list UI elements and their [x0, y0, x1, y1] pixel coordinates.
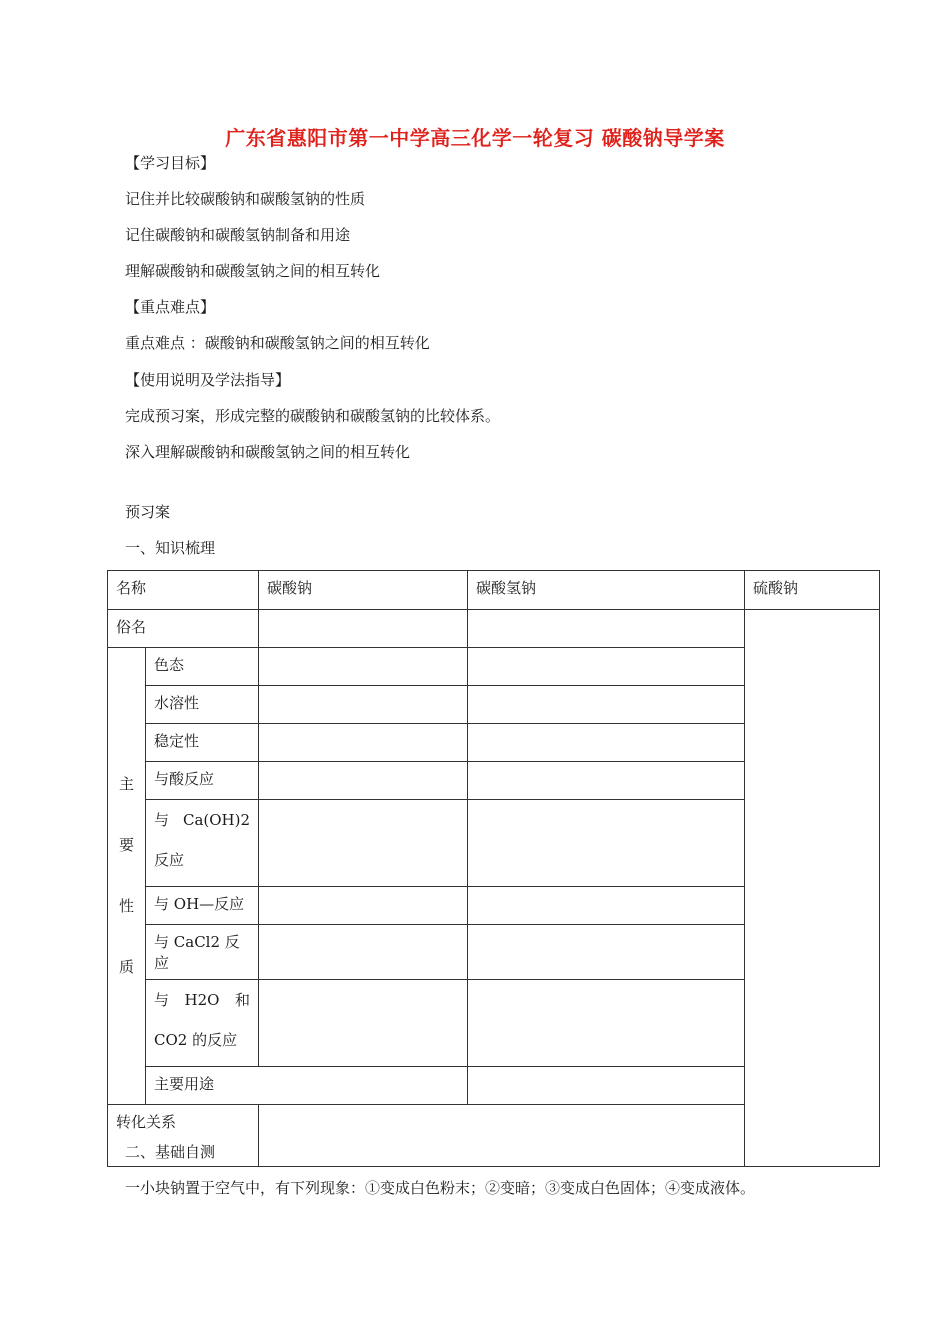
cell-empty: [259, 887, 468, 925]
row-acid-reaction: 与酸反应: [146, 762, 259, 800]
row-solubility: 水溶性: [146, 686, 259, 724]
cell-empty: [468, 724, 745, 762]
cell-empty: [259, 610, 468, 648]
row-color-state: 色态: [146, 648, 259, 686]
row-main-use: 主要用途: [146, 1067, 468, 1105]
cell-empty: [259, 925, 468, 980]
usage-heading: 【使用说明及学法指导】: [125, 371, 291, 389]
cell-empty: [259, 686, 468, 724]
cell-empty: [259, 648, 468, 686]
row-cacl2-reaction: 与 CaCl2 反应: [146, 925, 259, 980]
row-stability: 稳定性: [146, 724, 259, 762]
cell-empty: [259, 724, 468, 762]
usage-item: 深入理解碳酸钠和碳酸氢钠之间的相互转化: [125, 443, 411, 461]
cell-empty: [468, 648, 745, 686]
cell-sulfate-column: [745, 610, 880, 1167]
part2-heading: 二、基础自测: [125, 1143, 216, 1161]
header-sodium-carbonate: 碳酸钠: [259, 571, 468, 610]
cell-empty: [259, 1105, 745, 1167]
cell-empty: [468, 980, 745, 1067]
cell-empty: [468, 1067, 745, 1105]
cell-empty: [259, 980, 468, 1067]
header-name: 名称: [108, 571, 259, 610]
header-sodium-bicarbonate: 碳酸氢钠: [468, 571, 745, 610]
row-h2o-co2-reaction: 与 H2O 和 CO2 的反应: [146, 980, 259, 1067]
preview-heading: 预习案: [125, 503, 171, 521]
usage-item: 完成预习案，形成完整的碳酸钠和碳酸氢钠的比较体系。: [125, 407, 501, 425]
keypoints-text: 重点难点 ：碳酸钠和碳酸氢钠之间的相互转化: [125, 334, 430, 352]
row-oh-reaction: 与 OH—反应: [146, 887, 259, 925]
main-properties-label: 主 要 性 质: [108, 648, 146, 1105]
header-sodium-sulfate: 硫酸钠: [745, 571, 880, 610]
cell-empty: [468, 610, 745, 648]
document-title: 广东省惠阳市第一中学高三化学一轮复习 碳酸钠导学案: [225, 126, 725, 150]
cell-empty: [259, 800, 468, 887]
goals-heading: 【学习目标】: [125, 154, 216, 172]
cell-empty: [468, 800, 745, 887]
question-1: 一小块钠置于空气中，有下列现象：①变成白色粉末；②变暗；③变成白色固体；④变成液体。: [125, 1179, 756, 1197]
cell-empty: [468, 686, 745, 724]
row-common-name: 俗名: [108, 610, 259, 648]
cell-empty: [259, 762, 468, 800]
cell-empty: [468, 925, 745, 980]
row-caoh2-reaction: 与 Ca(OH)2 反应: [146, 800, 259, 887]
comparison-table: [107, 570, 880, 1167]
cell-empty: [468, 887, 745, 925]
goal-item: 记住碳酸钠和碳酸氢钠制备和用途: [125, 226, 351, 244]
keypoints-heading: 【重点难点】: [125, 298, 216, 316]
row-conversion: 转化关系: [108, 1105, 259, 1167]
goal-item: 记住并比较碳酸钠和碳酸氢钠的性质: [125, 190, 366, 208]
part1-heading: 一、知识梳理: [125, 539, 216, 557]
cell-empty: [468, 762, 745, 800]
goal-item: 理解碳酸钠和碳酸氢钠之间的相互转化: [125, 262, 381, 280]
